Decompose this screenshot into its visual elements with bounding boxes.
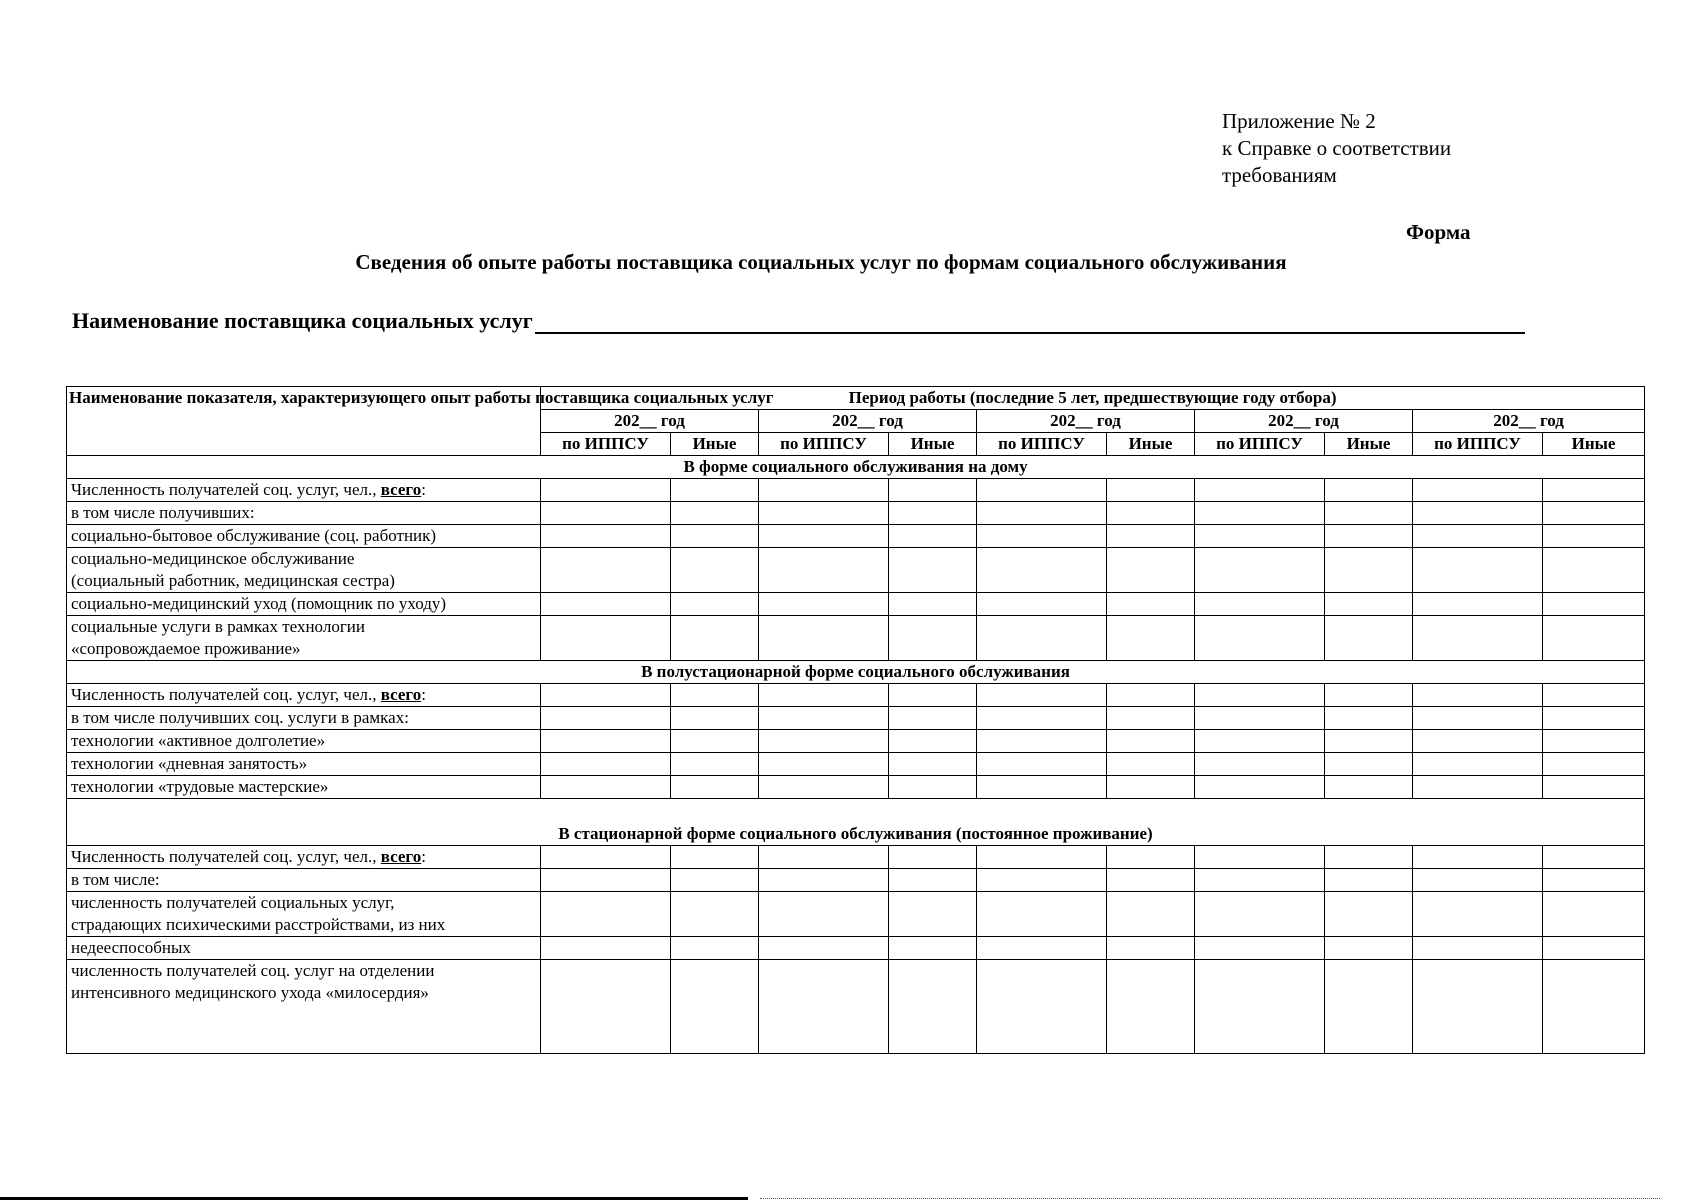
indicator-text-tail: :: [421, 480, 426, 499]
value-cell[interactable]: [1195, 616, 1325, 661]
value-cell[interactable]: [1107, 730, 1195, 753]
value-cell[interactable]: [1543, 730, 1645, 753]
value-cell[interactable]: [1107, 502, 1195, 525]
provider-name-blank[interactable]: [535, 310, 1525, 334]
indicator-text: недееспособных: [71, 938, 191, 957]
indicator-label: [67, 616, 541, 661]
value-cell[interactable]: [1195, 548, 1325, 593]
indicator-label: [67, 937, 541, 960]
value-cell[interactable]: [1107, 776, 1195, 799]
table-row: [67, 753, 1645, 776]
value-cell[interactable]: [889, 960, 977, 1054]
value-cell[interactable]: [1543, 937, 1645, 960]
indicator-label: [67, 707, 541, 730]
value-cell[interactable]: [541, 846, 671, 869]
value-cell[interactable]: [977, 548, 1107, 593]
value-cell[interactable]: [1107, 548, 1195, 593]
value-cell[interactable]: [1413, 684, 1543, 707]
value-cell[interactable]: [1413, 960, 1543, 1054]
indicator-text: технологии «активное долголетие»: [71, 731, 326, 750]
value-cell[interactable]: [889, 502, 977, 525]
section-title: В полустационарной форме социального обслуживания: [67, 661, 1645, 684]
value-cell[interactable]: [889, 593, 977, 616]
indicator-text: в том числе получивших:: [71, 503, 255, 522]
sub-header-ipsu: по ИППСУ: [759, 433, 889, 456]
value-cell[interactable]: [1543, 892, 1645, 937]
value-cell[interactable]: [1325, 776, 1413, 799]
value-cell[interactable]: [1325, 730, 1413, 753]
value-cell[interactable]: [759, 937, 889, 960]
sub-header-other: Иные: [671, 433, 759, 456]
value-cell[interactable]: [541, 502, 671, 525]
value-cell[interactable]: [889, 846, 977, 869]
value-cell[interactable]: [977, 960, 1107, 1054]
indicator-text: Численность получателей соц. услуг, чел.,: [71, 685, 381, 704]
indicator-name-header: Наименование показателя, характеризующего опыт работы поставщика социальных услуг: [67, 387, 541, 456]
value-cell[interactable]: [1325, 892, 1413, 937]
value-cell[interactable]: [671, 684, 759, 707]
value-cell[interactable]: [889, 684, 977, 707]
value-cell[interactable]: [1107, 707, 1195, 730]
value-cell[interactable]: [1107, 479, 1195, 502]
value-cell[interactable]: [1413, 616, 1543, 661]
value-cell[interactable]: [977, 892, 1107, 937]
section-title: В форме социального обслуживания на дому: [67, 456, 1645, 479]
value-cell[interactable]: [1325, 479, 1413, 502]
value-cell[interactable]: [1413, 502, 1543, 525]
value-cell[interactable]: [759, 593, 889, 616]
indicator-label: [67, 593, 541, 616]
value-cell[interactable]: [1543, 684, 1645, 707]
value-cell[interactable]: [1107, 525, 1195, 548]
table-row: [67, 684, 1645, 707]
value-cell[interactable]: [541, 892, 671, 937]
value-cell[interactable]: [977, 684, 1107, 707]
value-cell[interactable]: [977, 616, 1107, 661]
year-header: 202__ год: [759, 410, 977, 433]
table-row: [67, 593, 1645, 616]
value-cell[interactable]: [889, 869, 977, 892]
value-cell[interactable]: [541, 960, 671, 1054]
value-cell[interactable]: [1413, 730, 1543, 753]
value-cell[interactable]: [1325, 937, 1413, 960]
sub-header-other: Иные: [1325, 433, 1413, 456]
value-cell[interactable]: [889, 776, 977, 799]
value-cell[interactable]: [889, 892, 977, 937]
indicator-text-line2: интенсивного медицинского ухода «милосердия»: [71, 983, 429, 1002]
value-cell[interactable]: [1107, 846, 1195, 869]
sub-header-other: Иные: [1107, 433, 1195, 456]
value-cell[interactable]: [759, 616, 889, 661]
table-row: [67, 776, 1645, 799]
value-cell[interactable]: [977, 730, 1107, 753]
indicator-label: [67, 892, 541, 937]
sub-header-ipsu: по ИППСУ: [1413, 433, 1543, 456]
value-cell[interactable]: [759, 869, 889, 892]
experience-table: [66, 386, 1645, 1054]
value-cell[interactable]: [977, 869, 1107, 892]
indicator-label: [67, 869, 541, 892]
value-cell[interactable]: [1107, 892, 1195, 937]
value-cell[interactable]: [1543, 525, 1645, 548]
value-cell[interactable]: [1325, 616, 1413, 661]
value-cell[interactable]: [977, 502, 1107, 525]
indicator-text-line2: страдающих психическими расстройствами, из них: [71, 915, 446, 934]
value-cell[interactable]: [977, 937, 1107, 960]
value-cell[interactable]: [541, 869, 671, 892]
value-cell[interactable]: [1543, 479, 1645, 502]
value-cell[interactable]: [1325, 707, 1413, 730]
value-cell[interactable]: [889, 479, 977, 502]
indicator-text: социально-медицинский уход (помощник по уходу): [71, 594, 447, 613]
value-cell[interactable]: [541, 525, 671, 548]
value-cell[interactable]: [671, 616, 759, 661]
value-cell[interactable]: [1107, 593, 1195, 616]
value-cell[interactable]: [671, 846, 759, 869]
value-cell[interactable]: [889, 707, 977, 730]
value-cell[interactable]: [1413, 869, 1543, 892]
value-cell[interactable]: [977, 479, 1107, 502]
value-cell[interactable]: [1413, 776, 1543, 799]
value-cell[interactable]: [1413, 548, 1543, 593]
value-cell[interactable]: [1195, 869, 1325, 892]
indicator-text: в том числе:: [71, 870, 160, 889]
section-row: [67, 661, 1645, 684]
indicator-total-emphasis: всего: [380, 480, 422, 499]
value-cell[interactable]: [1195, 753, 1325, 776]
appendix-block: [1222, 108, 1451, 189]
section-row: [67, 456, 1645, 479]
value-cell[interactable]: [889, 937, 977, 960]
value-cell[interactable]: [759, 479, 889, 502]
table-row: [67, 960, 1645, 1054]
value-cell[interactable]: [1413, 479, 1543, 502]
value-cell[interactable]: [1413, 707, 1543, 730]
value-cell[interactable]: [1195, 892, 1325, 937]
indicator-label: [67, 525, 541, 548]
value-cell[interactable]: [671, 479, 759, 502]
indicator-text-line2: «сопровождаемое проживание»: [71, 639, 301, 658]
form-label: Форма: [1406, 220, 1471, 244]
value-cell[interactable]: [1325, 846, 1413, 869]
indicator-text: численность получателей социальных услуг,: [71, 893, 395, 912]
indicator-total-emphasis: всего: [380, 685, 422, 704]
value-cell[interactable]: [977, 753, 1107, 776]
value-cell[interactable]: [1195, 525, 1325, 548]
value-cell[interactable]: [671, 869, 759, 892]
value-cell[interactable]: [1413, 593, 1543, 616]
indicator-label: [67, 753, 541, 776]
table-row: [67, 707, 1645, 730]
value-cell[interactable]: [1325, 960, 1413, 1054]
value-cell[interactable]: [759, 776, 889, 799]
value-cell[interactable]: [1543, 776, 1645, 799]
indicator-text: численность получателей соц. услуг на отделении: [71, 961, 435, 980]
table-row: [67, 892, 1645, 937]
indicator-text: социальные услуги в рамках технологии: [71, 617, 365, 636]
value-cell[interactable]: [977, 525, 1107, 548]
value-cell[interactable]: [1413, 892, 1543, 937]
indicator-label: [67, 960, 541, 1054]
value-cell[interactable]: [759, 960, 889, 1054]
sub-header-ipsu: по ИППСУ: [1195, 433, 1325, 456]
value-cell[interactable]: [1195, 479, 1325, 502]
value-cell[interactable]: [1325, 548, 1413, 593]
indicator-label: [67, 502, 541, 525]
value-cell[interactable]: [1543, 707, 1645, 730]
value-cell[interactable]: [759, 707, 889, 730]
value-cell[interactable]: [1325, 684, 1413, 707]
sub-header-ipsu: по ИППСУ: [541, 433, 671, 456]
value-cell[interactable]: [977, 593, 1107, 616]
indicator-label: [67, 684, 541, 707]
value-cell[interactable]: [541, 616, 671, 661]
value-cell[interactable]: [541, 684, 671, 707]
value-cell[interactable]: [671, 730, 759, 753]
value-cell[interactable]: [889, 753, 977, 776]
value-cell[interactable]: [1107, 960, 1195, 1054]
table-row: [67, 869, 1645, 892]
value-cell[interactable]: [1325, 502, 1413, 525]
value-cell[interactable]: [1543, 869, 1645, 892]
indicator-text: технологии «трудовые мастерские»: [71, 777, 329, 796]
value-cell[interactable]: [1413, 753, 1543, 776]
value-cell[interactable]: [1107, 869, 1195, 892]
value-cell[interactable]: [541, 479, 671, 502]
value-cell[interactable]: [1195, 684, 1325, 707]
value-cell[interactable]: [759, 548, 889, 593]
table-row: [67, 846, 1645, 869]
value-cell[interactable]: [1195, 593, 1325, 616]
indicator-text: Численность получателей соц. услуг, чел.,: [71, 847, 381, 866]
value-cell[interactable]: [671, 892, 759, 937]
indicator-text-tail: :: [421, 847, 426, 866]
value-cell[interactable]: [1325, 525, 1413, 548]
indicator-label: [67, 730, 541, 753]
value-cell[interactable]: [671, 707, 759, 730]
value-cell[interactable]: [1195, 502, 1325, 525]
table-row: [67, 548, 1645, 593]
value-cell[interactable]: [1195, 846, 1325, 869]
provider-name-line: [72, 308, 1525, 334]
table-row: [67, 479, 1645, 502]
year-header: 202__ год: [541, 410, 759, 433]
provider-label: Наименование поставщика социальных услуг: [72, 308, 533, 333]
table-row: [67, 730, 1645, 753]
table-row: [67, 502, 1645, 525]
value-cell[interactable]: [889, 525, 977, 548]
value-cell[interactable]: [541, 548, 671, 593]
value-cell[interactable]: [889, 730, 977, 753]
indicator-text: социально-бытовое обслуживание (соц. работник): [71, 526, 437, 545]
appendix-line-2: к Справке о соответствии: [1222, 136, 1452, 160]
value-cell[interactable]: [759, 730, 889, 753]
indicator-text-tail: :: [421, 685, 426, 704]
value-cell[interactable]: [671, 593, 759, 616]
indicator-text: социально-медицинское обслуживание: [71, 549, 355, 568]
value-cell[interactable]: [977, 846, 1107, 869]
value-cell[interactable]: [1325, 869, 1413, 892]
value-cell[interactable]: [671, 776, 759, 799]
value-cell[interactable]: [1195, 730, 1325, 753]
value-cell[interactable]: [1107, 937, 1195, 960]
value-cell[interactable]: [759, 892, 889, 937]
section-title: В стационарной форме социального обслуживания (постоянное проживание): [67, 799, 1645, 846]
appendix-line-3: требованиям: [1222, 163, 1337, 187]
indicator-text-line2: (социальный работник, медицинская сестра): [71, 571, 395, 590]
value-cell[interactable]: [1543, 593, 1645, 616]
year-header: 202__ год: [977, 410, 1195, 433]
indicator-label: [67, 776, 541, 799]
value-cell[interactable]: [1413, 846, 1543, 869]
value-cell[interactable]: [671, 960, 759, 1054]
value-cell[interactable]: [541, 937, 671, 960]
value-cell[interactable]: [759, 753, 889, 776]
value-cell[interactable]: [1543, 846, 1645, 869]
indicator-text: технологии «дневная занятость»: [71, 754, 308, 773]
value-cell[interactable]: [541, 776, 671, 799]
value-cell[interactable]: [671, 937, 759, 960]
value-cell[interactable]: [977, 707, 1107, 730]
year-header: 202__ год: [1413, 410, 1645, 433]
value-cell[interactable]: [889, 548, 977, 593]
table-row: [67, 525, 1645, 548]
value-cell[interactable]: [1195, 776, 1325, 799]
value-cell[interactable]: [1325, 753, 1413, 776]
value-cell[interactable]: [1543, 502, 1645, 525]
value-cell[interactable]: [541, 730, 671, 753]
year-header: 202__ год: [1195, 410, 1413, 433]
value-cell[interactable]: [671, 548, 759, 593]
value-cell[interactable]: [671, 525, 759, 548]
value-cell[interactable]: [1107, 684, 1195, 707]
value-cell[interactable]: [541, 753, 671, 776]
appendix-line-1: Приложение № 2: [1222, 109, 1376, 133]
value-cell[interactable]: [759, 502, 889, 525]
indicator-total-emphasis: всего: [380, 847, 422, 866]
value-cell[interactable]: [1543, 548, 1645, 593]
value-cell[interactable]: [1107, 753, 1195, 776]
value-cell[interactable]: [889, 616, 977, 661]
sub-header-other: Иные: [1543, 433, 1645, 456]
section-row: [67, 799, 1645, 846]
value-cell[interactable]: [671, 753, 759, 776]
value-cell[interactable]: [759, 846, 889, 869]
value-cell[interactable]: [1413, 937, 1543, 960]
sub-header-ipsu: по ИППСУ: [977, 433, 1107, 456]
value-cell[interactable]: [1107, 616, 1195, 661]
value-cell[interactable]: [1195, 960, 1325, 1054]
value-cell[interactable]: [977, 776, 1107, 799]
value-cell[interactable]: [671, 502, 759, 525]
value-cell[interactable]: [541, 593, 671, 616]
table-row: [67, 937, 1645, 960]
value-cell[interactable]: [1543, 960, 1645, 1054]
indicator-label: [67, 846, 541, 869]
value-cell[interactable]: [1543, 616, 1645, 661]
value-cell[interactable]: [759, 684, 889, 707]
indicator-text: в том числе получивших соц. услуги в рамках:: [71, 708, 409, 727]
indicator-text: Численность получателей соц. услуг, чел.,: [71, 480, 381, 499]
value-cell[interactable]: [541, 707, 671, 730]
value-cell[interactable]: [1543, 753, 1645, 776]
value-cell[interactable]: [1195, 937, 1325, 960]
document-title: Сведения об опыте работы поставщика социальных услуг по формам социального обслуживания: [355, 250, 1287, 274]
sub-header-other: Иные: [889, 433, 977, 456]
period-header: Период работы (последние 5 лет, предшествующие году отбора): [541, 387, 1645, 410]
value-cell[interactable]: [1413, 525, 1543, 548]
table-row: [67, 616, 1645, 661]
indicator-label: [67, 548, 541, 593]
indicator-label: [67, 479, 541, 502]
value-cell[interactable]: [759, 525, 889, 548]
value-cell[interactable]: [1195, 707, 1325, 730]
value-cell[interactable]: [1325, 593, 1413, 616]
